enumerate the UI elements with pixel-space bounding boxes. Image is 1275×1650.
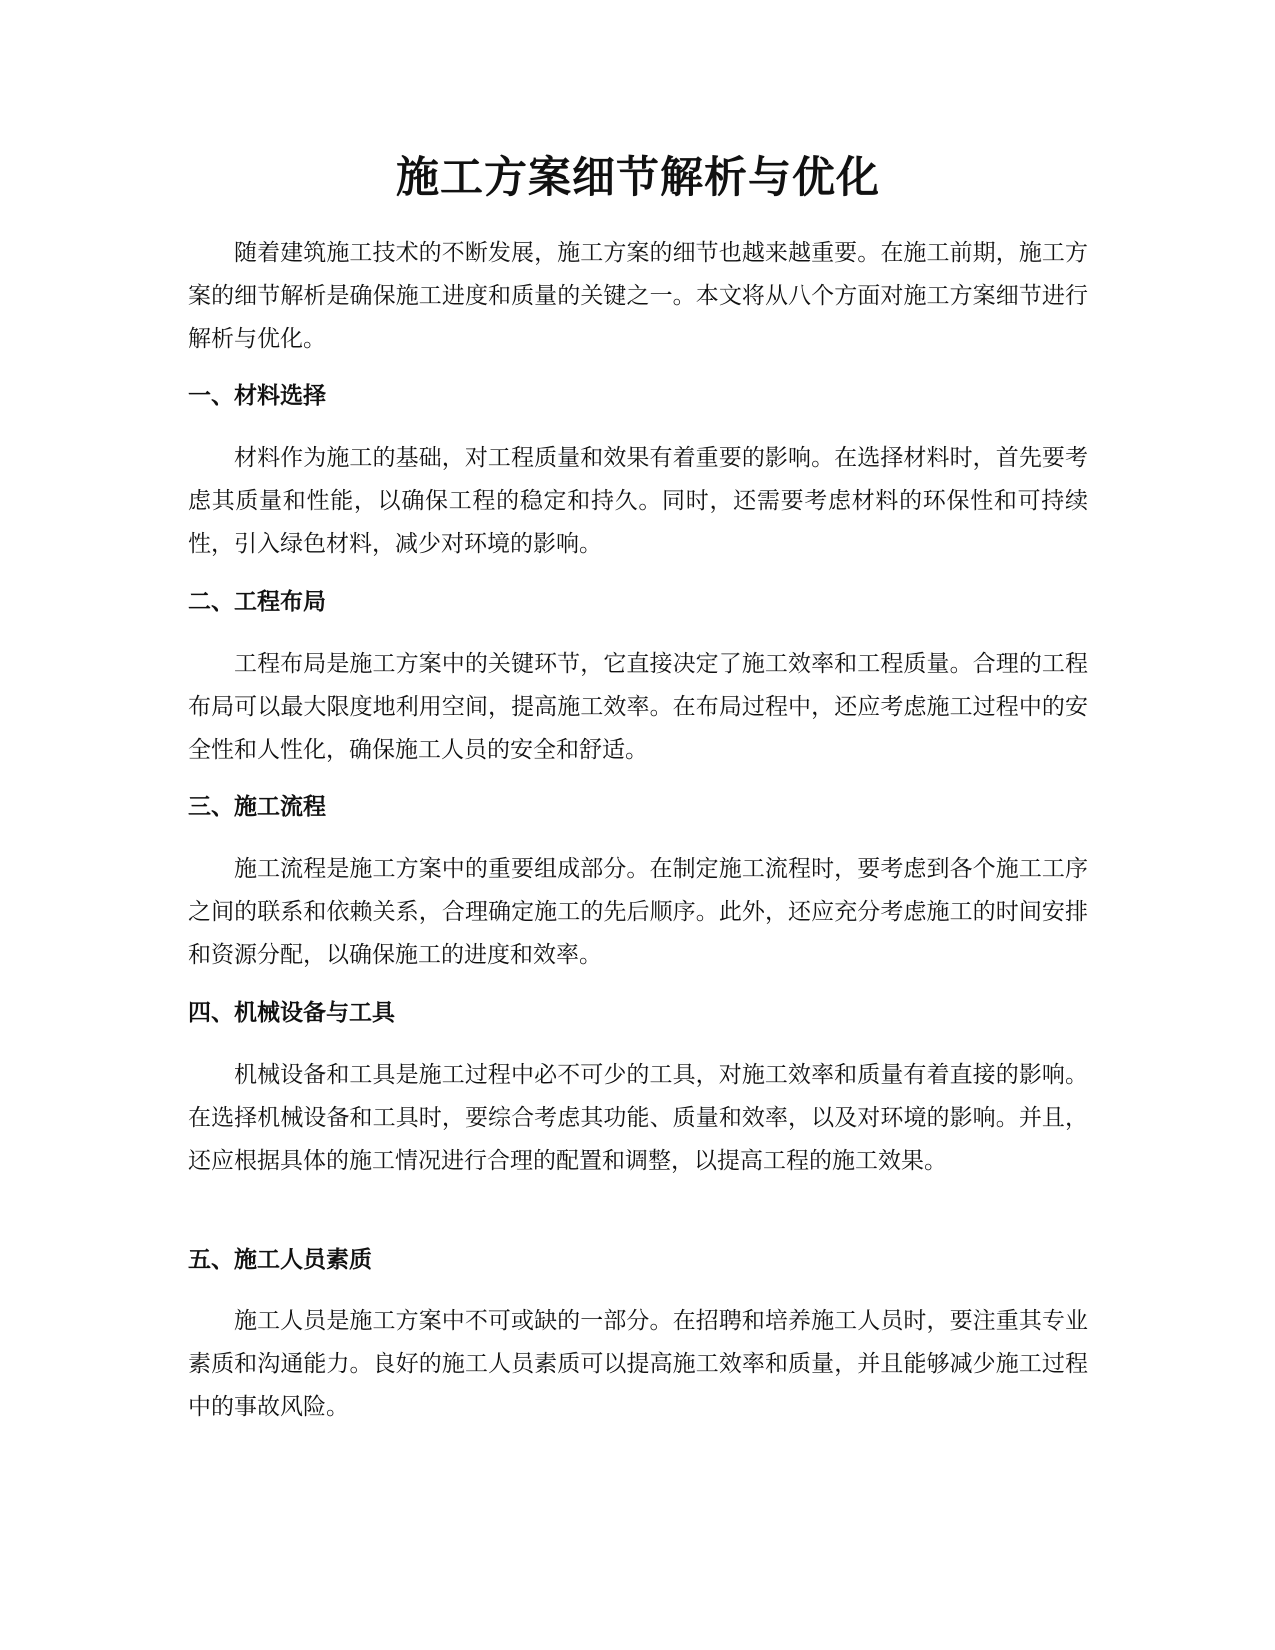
- section-heading-personnel: 五、施工人员素质: [188, 1247, 372, 1273]
- document-title: 施工方案细节解析与优化: [396, 153, 880, 203]
- section-heading-layout: 二、工程布局: [188, 589, 326, 615]
- section-body-equipment: 机械设备和工具是施工过程中必不可少的工具，对施工效率和质量有着直接的影响。在选择机械设备和工具时，要综合考虑其功能、质量和效率，以及对环境的影响。并且，还应根据具体的施工情况进行合理的配置和调整，以提高工程的施工效果。: [188, 1062, 1088, 1174]
- section-body-process: 施工流程是施工方案中的重要组成部分。在制定施工流程时，要考虑到各个施工工序之间的联系和依赖关系，合理确定施工的先后顺序。此外，还应充分考虑施工的时间安排和资源分配，以确保施工的进度和效率。: [188, 856, 1088, 968]
- intro-paragraph: 随着建筑施工技术的不断发展，施工方案的细节也越来越重要。在施工前期，施工方案的细节解析是确保施工进度和质量的关键之一。本文将从八个方面对施工方案细节进行解析与优化。: [188, 240, 1088, 352]
- section-body-materials: 材料作为施工的基础，对工程质量和效果有着重要的影响。在选择材料时，首先要考虑其质量和性能，以确保工程的稳定和持久。同时，还需要考虑材料的环保性和可持续性，引入绿色材料，减少对环境的影响。: [188, 445, 1088, 557]
- section-body-layout: 工程布局是施工方案中的关键环节，它直接决定了施工效率和工程质量。合理的工程布局可以最大限度地利用空间，提高施工效率。在布局过程中，还应考虑施工过程中的安全性和人性化，确保施工人员的安全和舒适。: [188, 651, 1088, 763]
- section-heading-materials: 一、材料选择: [188, 383, 326, 409]
- section-heading-process: 三、施工流程: [188, 794, 326, 820]
- section-body-personnel: 施工人员是施工方案中不可或缺的一部分。在招聘和培养施工人员时，要注重其专业素质和沟通能力。良好的施工人员素质可以提高施工效率和质量，并且能够减少施工过程中的事故风险。: [188, 1308, 1088, 1420]
- section-heading-equipment: 四、机械设备与工具: [188, 1000, 395, 1026]
